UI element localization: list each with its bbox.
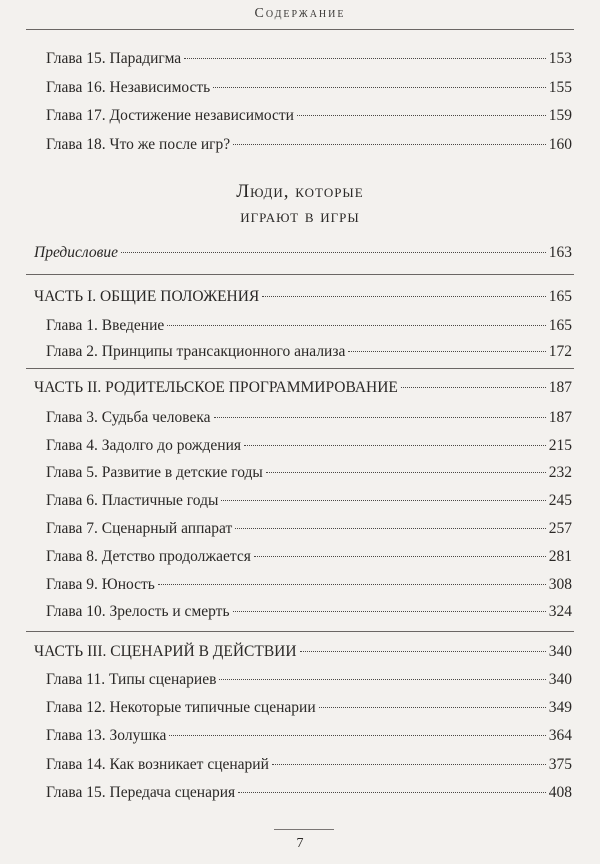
- toc-entry-page: 308: [548, 576, 572, 593]
- dot-leader: [238, 792, 546, 793]
- toc-entry-label: Глава 11. Типы сценариев: [46, 671, 217, 688]
- dot-leader: [221, 500, 545, 501]
- toc-entry-page: 349: [548, 699, 572, 716]
- dot-leader: [233, 611, 546, 612]
- book-title-line-1: Люди, которые: [236, 181, 364, 202]
- toc-entry-label: Глава 15. Передача сценария: [46, 784, 236, 801]
- toc-entry-page: 245: [548, 492, 572, 509]
- toc-entry-label: Глава 6. Пластичные годы: [46, 492, 219, 509]
- toc-entry-label: ЧАСТЬ III. СЦЕНАРИЙ В ДЕЙСТВИИ: [34, 643, 297, 660]
- toc-entry-page: 187: [548, 409, 572, 426]
- toc-entry[interactable]: [0, 602, 600, 622]
- toc-entry[interactable]: [0, 49, 600, 69]
- toc-entry[interactable]: [0, 135, 600, 155]
- toc-entry-page: 153: [548, 50, 572, 67]
- toc-entry[interactable]: [0, 670, 600, 690]
- toc-entry[interactable]: [0, 698, 600, 718]
- footer-rule: [274, 829, 334, 830]
- dot-leader: [244, 445, 546, 446]
- dot-leader: [158, 584, 546, 585]
- toc-entry[interactable]: [0, 755, 600, 775]
- dot-leader: [167, 325, 545, 326]
- dot-leader: [319, 707, 546, 708]
- toc-entry-label: Глава 13. Золушка: [46, 727, 167, 744]
- toc-entry-page: 160: [548, 136, 572, 153]
- toc-entry-label: Глава 2. Принципы трансакционного анализа: [46, 343, 346, 360]
- toc-part-heading[interactable]: [0, 287, 600, 307]
- toc-entry-page: 172: [548, 343, 572, 360]
- toc-entry[interactable]: [0, 519, 600, 539]
- toc-entry-page: 155: [548, 79, 572, 96]
- toc-entry-label: Глава 17. Достижение независимости: [46, 107, 294, 124]
- toc-entry-label: Глава 15. Парадигма: [46, 50, 182, 67]
- dot-leader: [266, 472, 546, 473]
- toc-part-heading[interactable]: [0, 378, 600, 398]
- dot-leader: [233, 144, 546, 145]
- toc-entry-label: Глава 16. Независимость: [46, 79, 211, 96]
- dot-leader: [213, 87, 546, 88]
- toc-entry[interactable]: [0, 78, 600, 98]
- dot-leader: [348, 351, 545, 352]
- dot-leader: [300, 651, 546, 652]
- toc-entry-page: 281: [548, 548, 572, 565]
- divider: [26, 631, 574, 632]
- book-title-line-2: играют в игры: [240, 206, 360, 227]
- toc-entry-label: Глава 10. Зрелость и смерть: [46, 603, 230, 620]
- toc-entry-label: Глава 12. Некоторые типичные сценарии: [46, 699, 316, 716]
- toc-entry-page: 163: [548, 244, 572, 261]
- toc-entry-page: 340: [548, 643, 572, 660]
- toc-entry-page: 364: [548, 727, 572, 744]
- toc-entry-page: 257: [548, 520, 572, 537]
- toc-entry[interactable]: [0, 106, 600, 126]
- toc-entry[interactable]: [0, 783, 600, 803]
- toc-entry-page: 408: [548, 784, 572, 801]
- toc-entry-page: 232: [548, 464, 572, 481]
- dot-leader: [169, 735, 545, 736]
- dot-leader: [297, 115, 546, 116]
- toc-entry[interactable]: [0, 408, 600, 428]
- toc-entry-label: Глава 8. Детство продолжается: [46, 548, 251, 565]
- toc-entry-label: Предисловие: [34, 244, 118, 261]
- toc-entry-label: Глава 18. Что же после игр?: [46, 136, 231, 153]
- toc-entry-page: 159: [548, 107, 572, 124]
- toc-entry[interactable]: [0, 575, 600, 595]
- toc-entry[interactable]: [0, 726, 600, 746]
- toc-entry[interactable]: [0, 463, 600, 483]
- toc-entry-label: Глава 3. Судьба человека: [46, 409, 211, 426]
- toc-entry[interactable]: [0, 316, 600, 336]
- toc-entry-page: 187: [548, 379, 572, 396]
- toc-entry-label: Глава 5. Развитие в детские годы: [46, 464, 263, 481]
- toc-entry-page: 324: [548, 603, 572, 620]
- toc-entry-page: 165: [548, 288, 572, 305]
- page-number: 7: [296, 836, 304, 851]
- toc-entry-page: 340: [548, 671, 572, 688]
- dot-leader: [272, 764, 546, 765]
- toc-entry-label: Глава 9. Юность: [46, 576, 155, 593]
- toc-entry-label: ЧАСТЬ I. ОБЩИЕ ПОЛОЖЕНИЯ: [34, 288, 260, 305]
- toc-entry-label: Глава 1. Введение: [46, 317, 165, 334]
- toc-entry[interactable]: [0, 342, 600, 362]
- divider: [26, 368, 574, 369]
- dot-leader: [184, 58, 546, 59]
- dot-leader: [401, 387, 546, 388]
- toc-entry-label: Глава 14. Как возникает сценарий: [46, 756, 269, 773]
- toc-entry[interactable]: [0, 547, 600, 567]
- toc-entry-page: 165: [548, 317, 572, 334]
- dot-leader: [214, 417, 546, 418]
- toc-entry[interactable]: [0, 491, 600, 511]
- toc-entry-label: Глава 4. Задолго до рождения: [46, 437, 242, 454]
- toc-entry-page: 215: [548, 437, 572, 454]
- toc-part-heading[interactable]: [0, 642, 600, 662]
- dot-leader: [262, 296, 545, 297]
- dot-leader: [235, 528, 546, 529]
- toc-entry-page: 375: [548, 756, 572, 773]
- toc-entry-label: Глава 7. Сценарный аппарат: [46, 520, 233, 537]
- toc-entry-label: ЧАСТЬ II. РОДИТЕЛЬСКОЕ ПРОГРАММИРОВАНИЕ: [34, 379, 398, 396]
- toc-entry-preface[interactable]: [0, 243, 600, 263]
- running-head: Содержание: [254, 6, 346, 21]
- header-rule: [26, 29, 574, 30]
- toc-entry[interactable]: [0, 436, 600, 456]
- dot-leader: [121, 252, 546, 253]
- dot-leader: [219, 679, 545, 680]
- dot-leader: [254, 556, 546, 557]
- divider: [26, 274, 574, 275]
